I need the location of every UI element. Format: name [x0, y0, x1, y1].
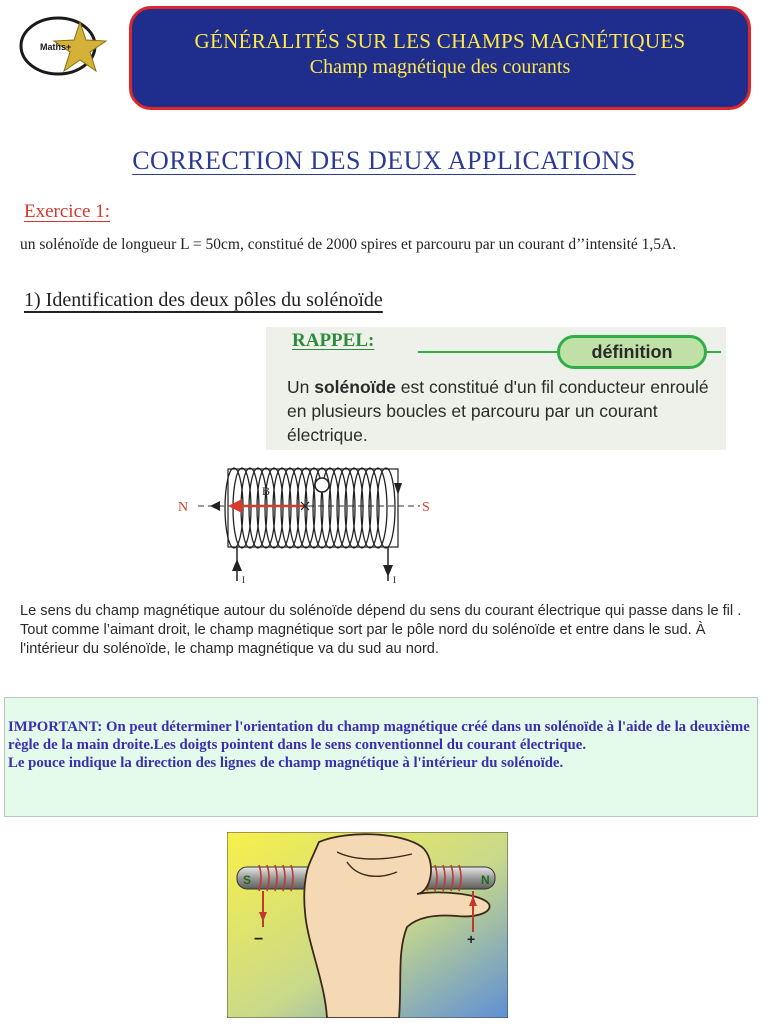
maths-plus-logo: [18, 14, 108, 78]
important-line-1: IMPORTANT: On peut déterminer l'orientation du champ magnétique créé dans un solénoïde à l'aide de la deuxième règle de la main droite.Les doigts pointent dans le sens conventionnel du courant électrique.: [8, 719, 750, 753]
rappel-title: [292, 330, 374, 352]
definition-rest: est constitué d'un fil conducteur enroulé en plusieurs boucles et parcouru par un courant électrique.: [287, 377, 709, 445]
exercise-title: [24, 201, 110, 223]
page-title-text: CORRECTION DES DEUX APPLICATIONS: [132, 146, 636, 175]
definition-badge: définition: [557, 335, 707, 369]
current-label-left: I: [242, 575, 245, 585]
right-hand-rule-figure: [227, 832, 508, 1018]
section-heading-text: 1) Identification des deux pôles du solénoïde: [24, 289, 383, 311]
definition-term: solénoïde: [314, 377, 396, 397]
banner-subtitle: Champ magnétique des courants: [309, 56, 571, 78]
minus-terminal-label: −: [254, 931, 264, 948]
section-heading: [24, 289, 383, 312]
important-line-2: Le pouce indique la direction des lignes de champ magnétique à l'intérieur du solénoïde.: [8, 755, 564, 771]
definition-prefix: Un: [287, 377, 315, 397]
page-title: [0, 146, 768, 176]
hand-north-label: N: [481, 873, 490, 887]
hand-south-label: S: [243, 873, 252, 887]
field-label: B: [262, 484, 271, 498]
north-pole-label: N: [178, 500, 189, 515]
rappel-title-text: RAPPEL:: [292, 330, 375, 351]
important-text: [8, 718, 756, 772]
south-pole-label: S: [422, 500, 430, 515]
header-banner: [129, 6, 751, 110]
definition-text: [287, 375, 727, 447]
exercise-title-text: Exercice 1:: [24, 201, 110, 222]
exercise-statement: un solénoïde de longueur L = 50cm, constitué de 2000 spires et parcouru par un courant d’’intensité 1,5A.: [20, 236, 677, 253]
explanation-paragraph: Le sens du champ magnétique autour du solénoïde dépend du sens du courant électrique qui passe dans le fil . Tout comme l’aimant droit, le champ magnétique sort par le pôle nord du solénoïde et entre dans le sud. À l'intérieur du solénoïde, le champ magnétique va du sud au nord.: [20, 603, 742, 657]
current-label-right: I: [393, 575, 396, 585]
solenoid-figure: [170, 455, 440, 587]
plus-terminal-label: +: [467, 931, 476, 947]
banner-title: GÉNÉRALITÉS SUR LES CHAMPS MAGNÉTIQUES: [194, 29, 686, 53]
logo-text: Maths+: [40, 42, 72, 52]
